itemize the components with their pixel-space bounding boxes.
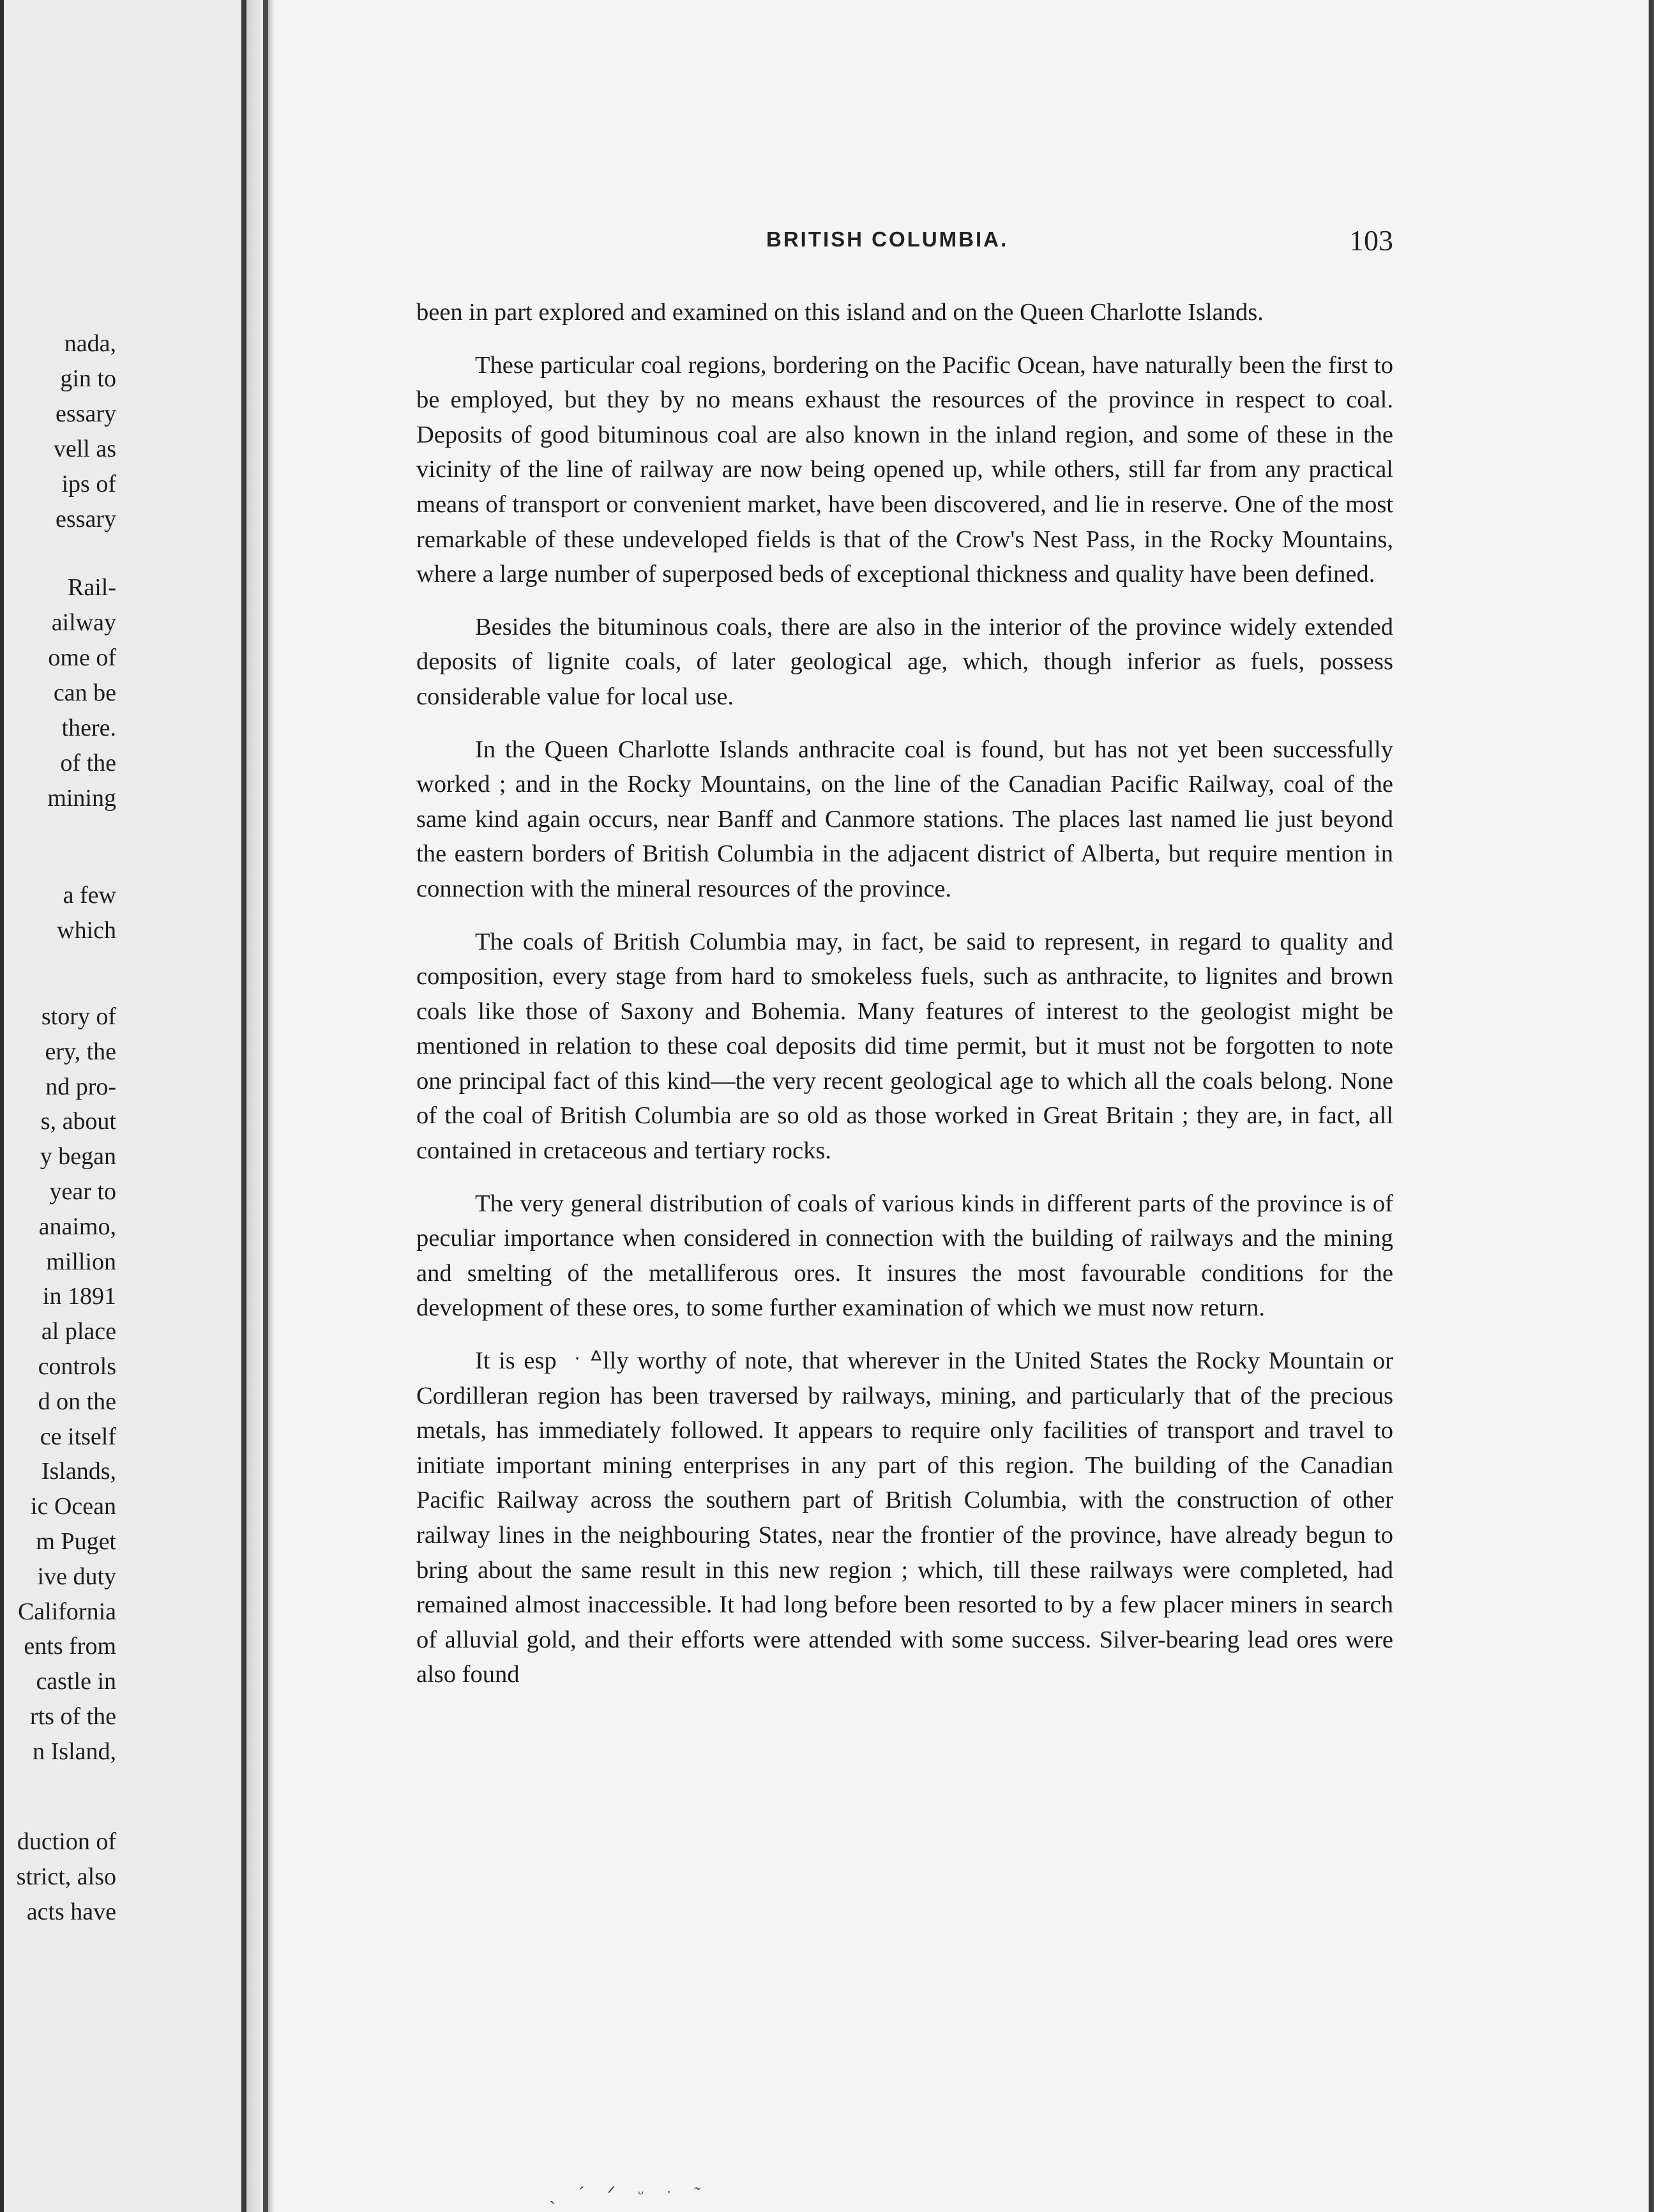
- facing-page-line: million: [46, 1248, 116, 1275]
- facing-page-line: vell as: [53, 436, 116, 462]
- facing-page-line: n Island,: [33, 1738, 116, 1765]
- gutter-fold: [268, 0, 275, 2212]
- facing-page-line: castle in: [36, 1668, 116, 1695]
- facing-page-line: essary: [56, 506, 116, 533]
- facing-page-line: ips of: [61, 471, 116, 497]
- facing-page-line: m Puget: [36, 1528, 116, 1555]
- facing-page-line: a few: [63, 882, 116, 909]
- paragraph: Besides the bituminous coals, there are also in the interior of the province widely extended deposits of lignite coals, of later geological age, which, though inferior as fuels, possess considerable value for local use.: [416, 613, 1393, 710]
- paragraph: These particular coal regions, bordering on the Pacific Ocean, have naturally been the first to be employed, but they by no means exhaust the resources of the province in respect to coal. Deposits of good bituminous coal are also known in the inland region, and some of these in the vicinity of the line of railway are now being opened up, while others, still far from any practical means of transport or convenient market, have been discovered, and lie in reserve. One of the most remarkable of these undeveloped fields is that of the Crow's Nest Pass, in the Rocky Mountains, where a large number of superposed beds of exceptional thickness and quality have been defined.: [416, 351, 1393, 588]
- paragraph: been in part explored and examined on this island and on the Queen Charlotte Islands.: [416, 299, 1264, 326]
- facing-page-line: gin to: [60, 365, 116, 392]
- facing-page-line: anaimo,: [38, 1213, 116, 1240]
- facing-page-line: s, about: [40, 1108, 116, 1135]
- facing-page-line: ents from: [24, 1633, 116, 1660]
- page-number: 103: [1349, 224, 1393, 257]
- page-edge: [1654, 0, 1678, 2212]
- facing-page-line: ic Ocean: [31, 1493, 116, 1520]
- page-body: [416, 295, 1393, 1710]
- paragraph: In the Queen Charlotte Islands anthracite coal is found, but has not yet been successfully worked ; and in the Rocky Mountains, on the line of the Canadian Pacific Railway, coal of the same kind again occurs, near Banff and Canmore stations. The places last named lie just beyond the eastern borders of British Columbia in the adjacent district of Alberta, but require mention in connection with the mineral resources of the province.: [416, 736, 1393, 902]
- facing-page-line: Rail-: [68, 574, 116, 601]
- scan-edge: [0, 0, 4, 2212]
- facing-page-line: ome of: [48, 644, 116, 671]
- page-header: [416, 225, 1393, 263]
- facing-page-line: strict, also: [16, 1863, 116, 1890]
- facing-page-line: d on the: [38, 1388, 116, 1415]
- facing-page-line: y began: [40, 1143, 116, 1170]
- facing-page-line: rts of the: [29, 1703, 116, 1730]
- facing-page-line: controls: [38, 1353, 116, 1380]
- facing-page-line: ce itself: [40, 1423, 116, 1450]
- facing-page-line: there.: [61, 715, 116, 741]
- gutter-shadow: [241, 0, 246, 2212]
- facing-page-line: acts have: [26, 1898, 116, 1925]
- facing-page-line: ive duty: [37, 1563, 116, 1590]
- facing-page-line: ery, the: [45, 1038, 116, 1065]
- paragraph: The coals of British Columbia may, in fact, be said to represent, in regard to quality and composition, every stage from hard to smokeless fuels, such as anthracite, to lignites and brown coals like those of Saxony and Bohemia. Many features of interest to the geologist might be mentioned in relation to these coal deposits did time permit, but it must not be forgotten to note one principal fact of this kind—the very recent geological age to which all the coals belong. None of the coal of British Columbia are so old as those worked in Great Britain ; they are, in fact, all contained in cretaceous and tertiary rocks.: [416, 928, 1393, 1165]
- facing-page-line: can be: [53, 679, 116, 706]
- paragraph: The very general distribution of coals of various kinds in different parts of the province is of peculiar importance when considered in connection with the building of railways and the mining and smelting of the metalliferous ores. It insures the most favourable conditions for the development of these ores, to some further examination of which we must now return.: [416, 1190, 1393, 1322]
- facing-page-line: year to: [49, 1178, 116, 1205]
- page-edge-shadow: [1649, 0, 1654, 2212]
- facing-page-line: nada,: [64, 330, 116, 357]
- facing-page: [0, 0, 241, 2212]
- facing-page-line: in 1891: [42, 1283, 116, 1310]
- facing-page-line: duction of: [17, 1828, 116, 1855]
- facing-page-line: of the: [60, 750, 116, 776]
- scan-bottom-marks: ˏ ˊ ᐟ ᵕ ˑ ˜: [549, 2183, 710, 2204]
- facing-page-line: which: [57, 917, 116, 944]
- gutter-fold: [246, 0, 263, 2212]
- facing-page-line: essary: [56, 400, 116, 427]
- facing-page-line: story of: [41, 1003, 116, 1030]
- facing-page-line: ailway: [51, 609, 116, 636]
- paragraph: It is esp ˑ ᐞlly worthy of note, that wherever in the United States the Rocky Mountain or Cordilleran region has been traversed by railways, mining, and particularly that of the precious metals, has immediately followed. It appears to require only facilities of transport and travel to initiate important mining enterprises in any part of this region. The building of the Canadian Pacific Railway across the southern part of British Columbia, with the construction of other railway lines in the neighbouring States, near the frontier of the province, have already begun to bring about the same result in this new region ; which, till these railways were completed, had remained almost inaccessible. It had long before been resorted to by a few placer miners in search of alluvial gold, and their efforts were attended with some success. Silver-bearing lead ores were also found: [416, 1347, 1393, 1688]
- facing-page-line: nd pro-: [45, 1073, 116, 1100]
- running-title: BRITISH COLUMBIA.: [766, 227, 1009, 251]
- facing-page-line: Islands,: [41, 1458, 116, 1485]
- facing-page-line: al place: [41, 1318, 116, 1345]
- facing-page-line: California: [17, 1598, 116, 1625]
- facing-page-line: mining: [47, 785, 116, 812]
- gutter-shadow: [263, 0, 268, 2212]
